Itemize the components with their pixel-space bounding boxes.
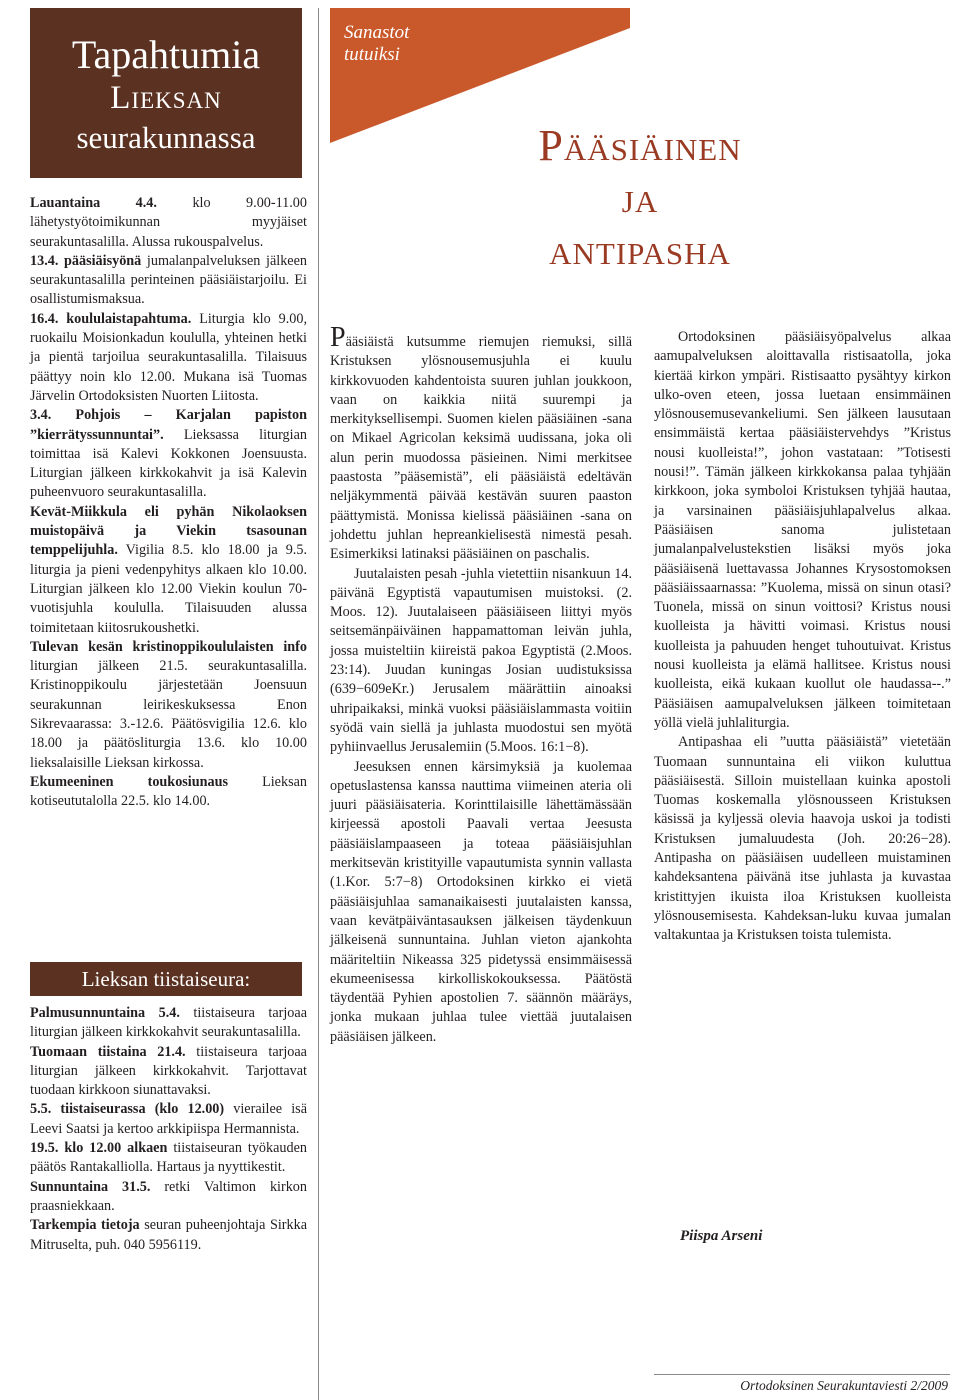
banner-label: Sanastot tutuiksi [344,22,410,65]
events-header-line1: Tapahtumia [71,32,261,77]
event-item: 3.4. Pohjois – Karjalan papiston ”kierrätyssunnuntai”. Lieksassa liturgian toimittaa isä Kalevi Kokkonen Joensuusta. Liturgian jälkeen kirkkokahvit ja isä Kalevin puheenvuoro seurakuntasalilla. [30,407,307,501]
event-item: 13.4. pääsiäisyönä jumalanpalveluksen jälkeen seurakuntasalilla perinteinen pääsiäistarjoilu. Ei osallistumismaksua. [30,252,307,308]
events-header-box [30,8,302,178]
article-paragraph: Ortodoksinen pääsiäisyöpalvelus alkaa aamupalveluksen aloittavalla ristisaatolla, joka kiertää kirkon ympäri. Ristisaatto pysähtyy kirkon ulko-oven eteen, jossa luetaan ensimmäinen ylösnousemusevankeliumi. Sen jälkeen lausutaan ensimmäistä kertaa pääsiäistervehdys ”Kristus nousi kuolleista!”, johon vastataan: ”Totisesti nousi!”. Tämän jälkeen kirkkokansa palaa tyhjään kirkkoon, joka symboloi Kristuksen tyhjää hautaa, ja varsinainen pääsiäisjuhlapalvelus alkaa. Pääsiäisen sanoma julistetaan jumalanpalvelustekstien lisäksi myös joka pääsiäisenä luettavassa Johannes Krysostomoksen pääsiäissaarnassa: ”Kuolema, missä on sinun otasi? Tuonela, missä on sinun voittosi? Kristus nousi kuolleista ja hävitti voimasi. Kristus nousi kuolleista ja pahuuden henget tuhoutuivat. Kristus nousi kuolleista ja elämä hallitsee. Kristus nousi kuolleista, eikä kukaan kuollut ole haudassa--.” Pääsiäisen aamupalveluksen jälkeen toimitetaan yöllä vielä juhlaliturgia. [654,329,951,731]
tiistaiseura-item: 5.5. tiistaiseurassa (klo 12.00) vierailee isä Leevi Saatsi ja kertoo arkkipiispa Hermannista. [30,1101,307,1137]
tiistaiseura-item: 19.5. klo 12.00 alkaen tiistaiseuran työkauden päätös Rantakalliolla. Hartaus ja nyyttikestit. [30,1140,307,1176]
article-column-2 [654,328,951,946]
tiistaiseura-title: Lieksan tiistaiseura: [30,962,302,996]
footer-publication: Ortodoksinen Seurakuntaviesti 2/2009 [740,1378,948,1393]
tiistaiseura-item: Tuomaan tiistaina 21.4. tiistaiseura tarjoaa liturgian jälkeen kirkkokahvit. Tarjottavat tuodaan kirkkoon siunattavaksi. [30,1043,307,1099]
article-title: Pääsiäinen ja antipasha [538,121,742,274]
tiistaiseura-item: Tarkempia tietoja seuran puheenjohtaja Sirkka Mitruselta, puh. 040 5956119. [30,1217,307,1253]
article-paragraph: Jeesuksen ennen kärsimyksiä ja kuolemaa opetuslastensa kanssa nauttima viimeinen ateria oli juuri pääsiäisateria. Korinttilaisille lähettämässään kirjeessä apostoli Paavali vertaa Jeesusta pääsiäislampaaseen ja toteaa pääsiäisjuhlan merkitsevän kristityille vapautumista synnin vallasta (1.Kor. 5:7−8) Ortodoksinen kirkko ei vietä pääsiäisjuhlaa samanaikaisesti juutalaisten kanssa, vaan kevätpäiväntasauksen jälkeisen täydenkuun jälkeisenä sunnuntaina. Juhlan vieton ajankohta määriteltiin Nikeassa 325 pidetyssä ensimmäisessä ekumeenisessa kirkolliskokouksessa. Päätöstä täydentää Pyhien apostolien 7. säännön määräys, jonka mukaan juhlaa tulee viettää juutalaisen pääsiäisen jälkeen. [330,758,632,1045]
column-divider [318,8,319,1400]
tiistaiseura-item: Palmusunnuntaina 5.4. tiistaiseura tarjoaa liturgian jälkeen kirkkokahvit seurakuntasalilla. [30,1005,307,1041]
event-item: Tulevan kesän kristinoppikoululaisten info liturgian jälkeen 21.5. seurakuntasalilla. Kristinoppikoulu järjestetään Joensuun seurakunnan leirikeskuksessa Enon Sikrevaarassa: 3.-12.6. Päätösvigilia 12.6. klo 18.00 ja päätösliturgia 13.6. klo 10.00 lieksalaisille Lieksan kirkossa. [30,638,307,771]
tiistaiseura-list [30,1004,307,1255]
events-header-line3: seurakunnassa [76,120,256,155]
event-item: Lauantaina 4.4. klo 9.00-11.00 lähetystyötoimikunnan myyjäiset seurakuntasalilla. Alussa rukouspalvelus. [30,195,307,250]
article-paragraph: Pääsiäistä kutsumme riemujen riemuksi, sillä Kristuksen ylösnousemusjuhla ei kuulu kirkkovuoden kahdentoista suuren juhlan joukkoon, vaan on kaikkia niitä suurempi ja merkityksellisempi. Suomen kielen pääsiäinen -sana on Mikael Agricolan keksimä uudissana, joka oli alun perin muodossa päsieinen. Nimi merkitsee paastosta ”pääsemistä”, eli pääsiäistä edeltävän neljäkymmentä päivää kestävän suuren paaston päättymistä. Monissa kielissä pääsiäinen -sana on johdettu juhlan hepreankielisestä nimestä pesah. Esimerkiksi latinaksi pääsiäinen on paschalis. [330,322,632,563]
events-header-line2: Lieksan [110,80,222,116]
article-paragraph: Juutalaisten pesah -juhla vietettiin nisankuun 14. päivänä Egyptistä vapautumisen muistoksi. (2. Moos. 12). Juutalaiseen pääsiäiseen liittyi myös seitsemänpäiväinen happamattoman leivän juhla, jossa muisteltiin kiireistä pakoa Egyptistä (2.Moos. 23:14). Juudan kuningas Josian uudistuksissa (639−609eKr.) Jerusalem määrättiin ainoaksi uhripaikaksi, minkä vuoksi pääsiäislammasta voitiin syödä vain siellä ja juhlasta muodostui sen myötä pyhiinvaellus Jerusalemiin (5.Moos. 16:1−8). [330,565,632,756]
drop-cap: P [330,322,346,353]
event-item: Kevät-Miikkula eli pyhän Nikolaoksen muistopäivä ja Viekin tsasounan temppelijuhla. Vigilia 8.5. klo 18.00 ja 9.5. liturgia ja pieni vedenpyhitys alkaen klo 10.00. Liturgian jälkeen klo 12.00 Viekin koulun 70-vuotisjuhla koululla. Tilaisuuden alussa toimitetaan kiitosrukoushetki. [30,503,307,636]
article-column-1 [330,322,632,1047]
footer-rule [654,1374,950,1375]
tiistaiseura-item: Sunnuntaina 31.5. retki Valtimon kirkon praasniekkaan. [30,1178,307,1214]
events-list [30,194,307,812]
signature: Piispa Arseni [680,1228,763,1244]
event-item: 16.4. koululaistapahtuma. Liturgia klo 9.00, ruokailu Moisionkadun koululla, yhteinen hetki ja pientä tarjoilua seurakuntasalilla. Tilaisuus päättyy noin klo 12.00. Mukana isä Tuomas Järvelin Ortodoksisten Nuorten Liitosta. [30,310,307,404]
event-item: Ekumeeninen toukosiunaus Lieksan kotiseututalolla 22.5. klo 14.00. [30,773,307,810]
article-paragraph: Antipashaa eli ”uutta pääsiäistä” vietetään Tuomaan sunnuntaina eli viikon kuluttua pääsiäisestä. Silloin muistellaan kuinka apostoli Tuomas koskemalla ylösnousseen Kristuksen käsissä ja kyljessä olevia haavoja uskoi ja todisti Kristuksen jumaluudesta (Joh. 20:26−28). Antipasha on pääsiäisen uudelleen muistaminen kahdeksantena päivänä itse juhlasta ja kuvastaa kristittyjen ikuista iloa Kristuksen kuolleista ylösnousemisesta. Kahdeksan-luku kuvaa jumalan valtakuntaa ja Kristuksen toista tulemista. [654,734,951,944]
